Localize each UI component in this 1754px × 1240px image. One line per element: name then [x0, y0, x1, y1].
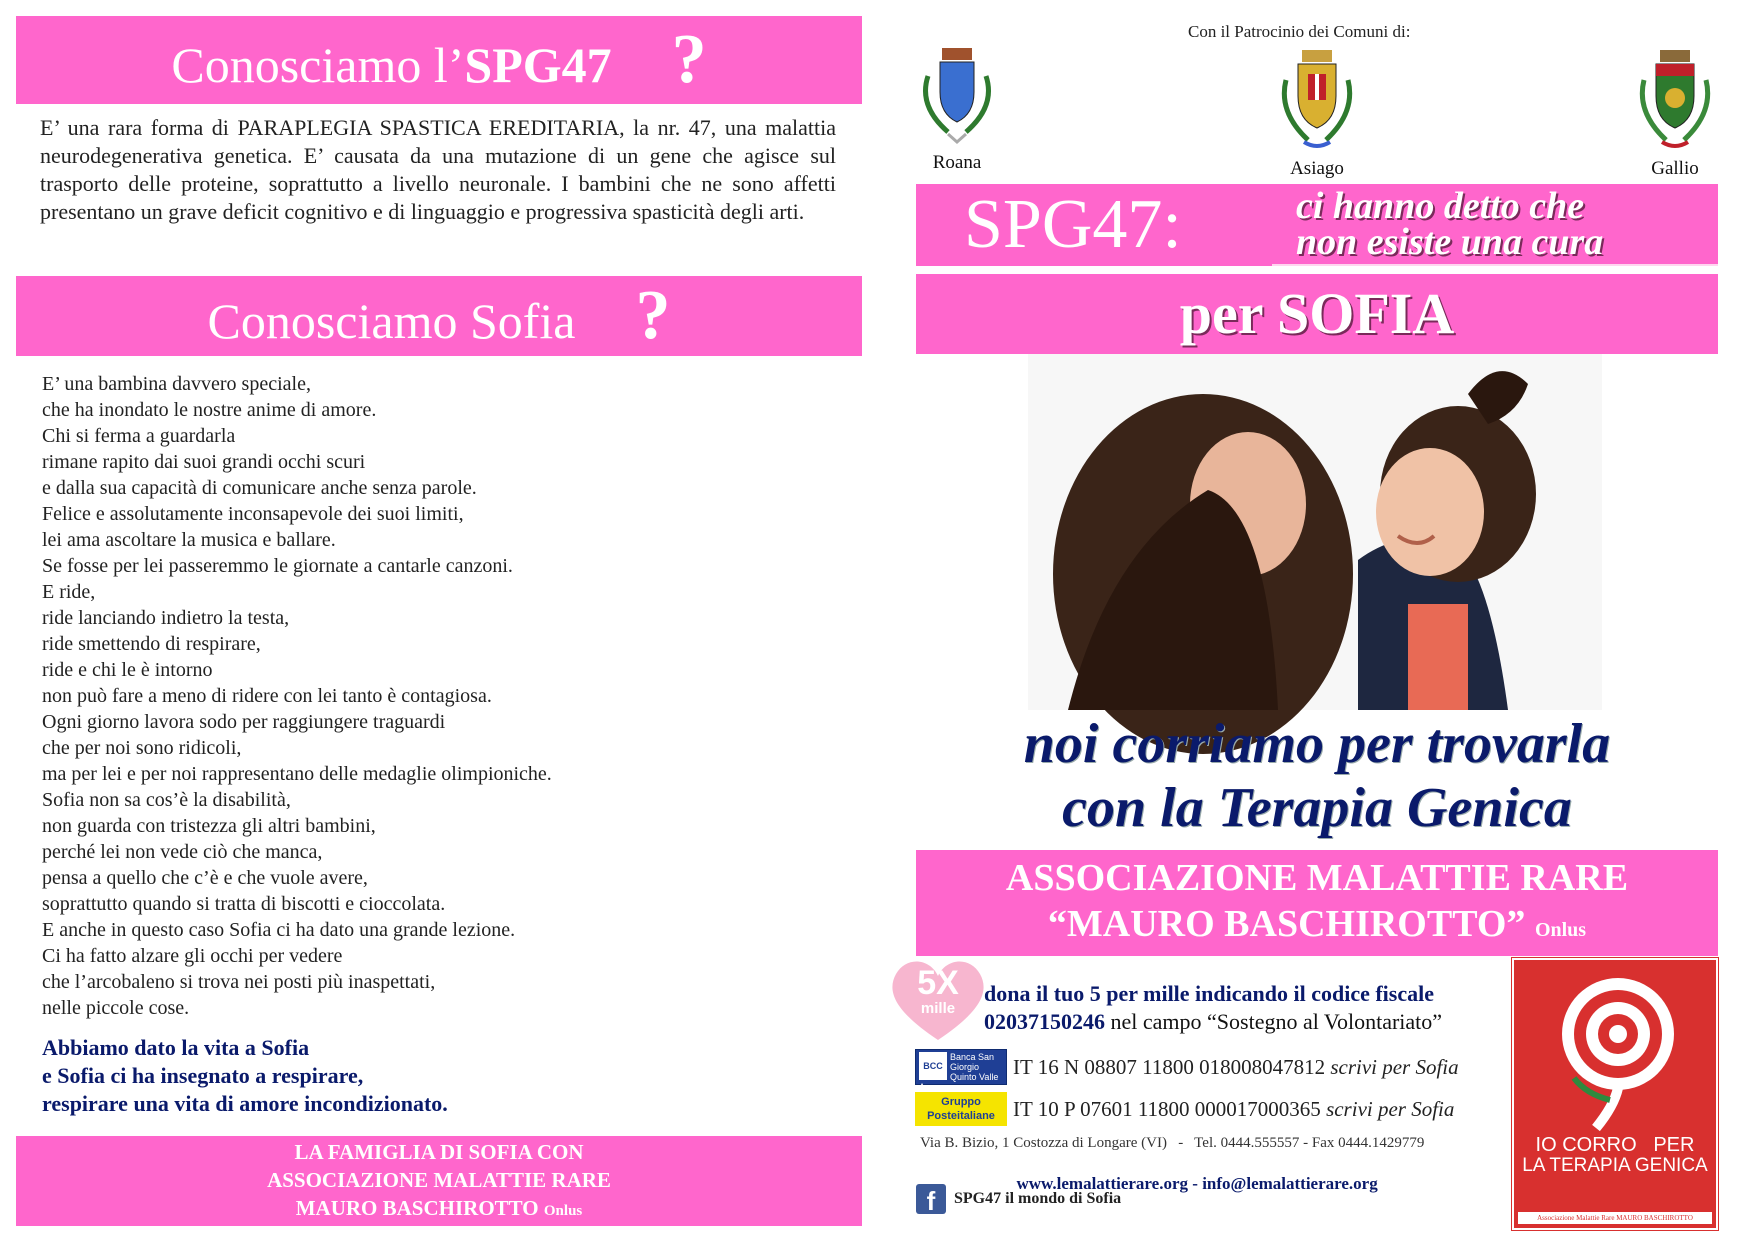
poem-line: E ride,: [42, 581, 96, 603]
poem-line: E anche in questo caso Sofia ci ha dato una grande lezione.: [42, 919, 516, 941]
poem-line: rimane rapito dai suoi grandi occhi scuri: [42, 451, 366, 473]
bank-logo-poste: [915, 1092, 1007, 1126]
footer-line: ASSOCIAZIONE MALATTIE RARE: [267, 1168, 611, 1192]
footer-onlus: Onlus: [543, 1203, 583, 1219]
crest-roana: [912, 46, 1002, 174]
donate-text: [984, 980, 1442, 1036]
banner-spg47-title: Conosciamo l’: [171, 37, 465, 93]
footer-signature: [16, 1136, 862, 1226]
question-mark: ?: [671, 21, 707, 98]
slogan-line: noi corriamo per trovarla: [1023, 713, 1611, 775]
poem-line: Se fosse per lei passeremmo le giornate a cantarle canzoni.: [42, 555, 513, 577]
logo-line-2: LA TERAPIA GENICA: [1522, 1155, 1708, 1176]
poem-line: che l’arcobaleno si trova nei posti più inaspettati,: [42, 971, 436, 993]
headline-banner: [916, 184, 1718, 266]
poem-line: che per noi sono ridicoli,: [42, 737, 242, 759]
poem: [42, 371, 842, 1021]
bank1-details: [1013, 1055, 1459, 1080]
email-link[interactable]: info@lemalattierare.org: [1202, 1174, 1378, 1193]
crest-gallio: [1630, 48, 1720, 180]
logo-line-1: IO CORRO PER: [1535, 1134, 1695, 1156]
logo-sub: Associazione Malattie Rare MAURO BASCHIROTTO: [1518, 1212, 1712, 1224]
association-subname: “MAURO BASCHIROTTO”: [1047, 903, 1526, 945]
town-asiago: Asiago: [1290, 158, 1344, 179]
poem-closing: [42, 1034, 448, 1118]
poem-line: Sofia non sa cos’è la disabilità,: [42, 789, 291, 811]
footer-line: MAURO BASCHIROTTO: [295, 1196, 539, 1220]
bank1-iban: IT 16 N 08807 11800 018008047812: [1013, 1055, 1326, 1079]
roana-coat-of-arms-icon: [914, 46, 1000, 150]
rose-runner-icon: [1514, 960, 1716, 1130]
bank1-logo-text: Banca San Giorgio Quinto Valle Agno: [919, 1052, 999, 1092]
banner-spg47: [16, 16, 862, 104]
association-name: ASSOCIAZIONE MALATTIE RARE: [1005, 857, 1629, 899]
per-sofia-banner: [916, 274, 1718, 354]
patronage-caption: Con il Patrocinio dei Comuni di:: [1188, 22, 1411, 41]
poem-line: perché lei non vede ciò che manca,: [42, 841, 323, 863]
donate-field: nel campo “Sostegno al Volontariato”: [1105, 1009, 1443, 1034]
photo-mother-daughter: [1028, 354, 1602, 710]
bank-logo-bcc: [915, 1049, 1007, 1092]
contact-address: Via B. Bizio, 1 Costozza di Longare (VI) - Tel. 0444.555557 - Fax 0444.1429779: [920, 1135, 1425, 1151]
bank2-iban: IT 10 P 07601 11800 000017000365: [1013, 1097, 1321, 1121]
headline-tagline: [1296, 185, 1604, 263]
facebook-row[interactable]: [916, 1184, 1121, 1216]
crest-asiago: [1272, 48, 1362, 180]
poem-line: ma per lei e per noi rappresentano delle medaglie olimpioniche.: [42, 763, 552, 785]
facebook-icon: f: [916, 1184, 946, 1214]
mother-daughter-photo-icon: [1028, 354, 1602, 710]
website-link[interactable]: www.lemalattierare.org: [1016, 1174, 1189, 1193]
footer-line: LA FAMIGLIA DI SOFIA CON: [294, 1140, 584, 1164]
badge-5x: 5X: [917, 964, 959, 1002]
slogan-line: con la Terapia Genica: [1062, 777, 1572, 839]
poem-line: ride smettendo di respirare,: [42, 633, 261, 655]
poem-line: E’ una bambina davvero speciale,: [42, 373, 311, 395]
question-mark: ?: [635, 277, 671, 354]
banner-spg47-title-bold: SPG47: [464, 37, 612, 93]
facebook-page: SPG47 il mondo di Sofia: [954, 1190, 1122, 1207]
poste-logo-top: Gruppo: [941, 1096, 981, 1108]
asiago-coat-of-arms-icon: [1274, 48, 1360, 156]
gallio-coat-of-arms-icon: [1632, 48, 1718, 156]
bcc-logo-mark: BCC: [919, 1052, 947, 1080]
link-separator: -: [1188, 1174, 1203, 1193]
town-gallio: Gallio: [1651, 158, 1699, 179]
bank2-details: [1013, 1097, 1454, 1122]
poste-logo-bottom: Posteitaliane: [927, 1110, 995, 1122]
poem-line: pensa a quello che c’è e che vuole avere,: [42, 867, 368, 889]
io-corro-logo: [1512, 958, 1718, 1230]
town-roana: Roana: [932, 152, 982, 173]
poem-line: non può fare a meno di ridere con lei tanto è contagiosa.: [42, 685, 492, 707]
five-per-mille-badge: [886, 954, 990, 1044]
banner-sofia: [16, 276, 862, 356]
poem-line: che ha inondato le nostre anime di amore.: [42, 399, 377, 421]
poem-line: Felice e assolutamente inconsapevole dei suoi limiti,: [42, 503, 464, 525]
banner-sofia-title: Conosciamo Sofia: [207, 293, 576, 349]
poem-line: nelle piccole cose.: [42, 997, 190, 1019]
donate-line: dona il tuo 5 per mille indicando il codice fiscale: [984, 981, 1434, 1006]
poem-line: Ci ha fatto alzare gli occhi per vedere: [42, 945, 343, 967]
poem-line: e dalla sua capacità di comunicare anche senza parole.: [42, 477, 477, 499]
slogan: [916, 712, 1718, 840]
tax-code: 02037150246: [984, 1009, 1105, 1034]
bank1-note: scrivi per Sofia: [1330, 1055, 1459, 1079]
headline-spg47: SPG47:: [964, 186, 1182, 263]
poem-closing-line: e Sofia ci ha insegnato a respirare,: [42, 1063, 364, 1088]
poem-line: ride lanciando indietro la testa,: [42, 607, 290, 629]
headline-tagline-line: ci hanno detto che: [1296, 185, 1585, 227]
poem-closing-line: Abbiamo dato la vita a Sofia: [42, 1035, 310, 1060]
association-onlus: Onlus: [1534, 919, 1587, 941]
association-banner: [916, 850, 1718, 956]
per-sofia-title: per SOFIA: [1179, 281, 1455, 346]
spg47-description: E’ una rara forma di PARAPLEGIA SPASTICA EREDITARIA, la nr. 47, una malattia neurodegenerativa genetica. E’ causata da una mutazione di un gene che agisce sul trasporto delle proteine, soprattutto a livello neuronale. I bambini che ne sono affetti presentano un grave deficit cognitivo e di linguaggio e progressiva spasticità degli arti.: [40, 115, 836, 224]
poem-line: Ogni giorno lavora sodo per raggiungere traguardi: [42, 711, 446, 733]
poem-line: soprattutto quando si tratta di biscotti e cioccolata.: [42, 893, 446, 915]
headline-tagline-line: non esiste una cura: [1296, 221, 1604, 263]
poem-line: ride e chi le è intorno: [42, 659, 213, 681]
poem-closing-line: respirare una vita di amore incondizionato.: [42, 1091, 448, 1116]
poem-line: Chi si ferma a guardarla: [42, 425, 236, 447]
poem-line: non guarda con tristezza gli altri bambini,: [42, 815, 376, 837]
poem-line: lei ama ascoltare la musica e ballare.: [42, 529, 336, 551]
badge-mille: mille: [920, 1000, 956, 1017]
bank2-note: scrivi per Sofia: [1326, 1097, 1455, 1121]
